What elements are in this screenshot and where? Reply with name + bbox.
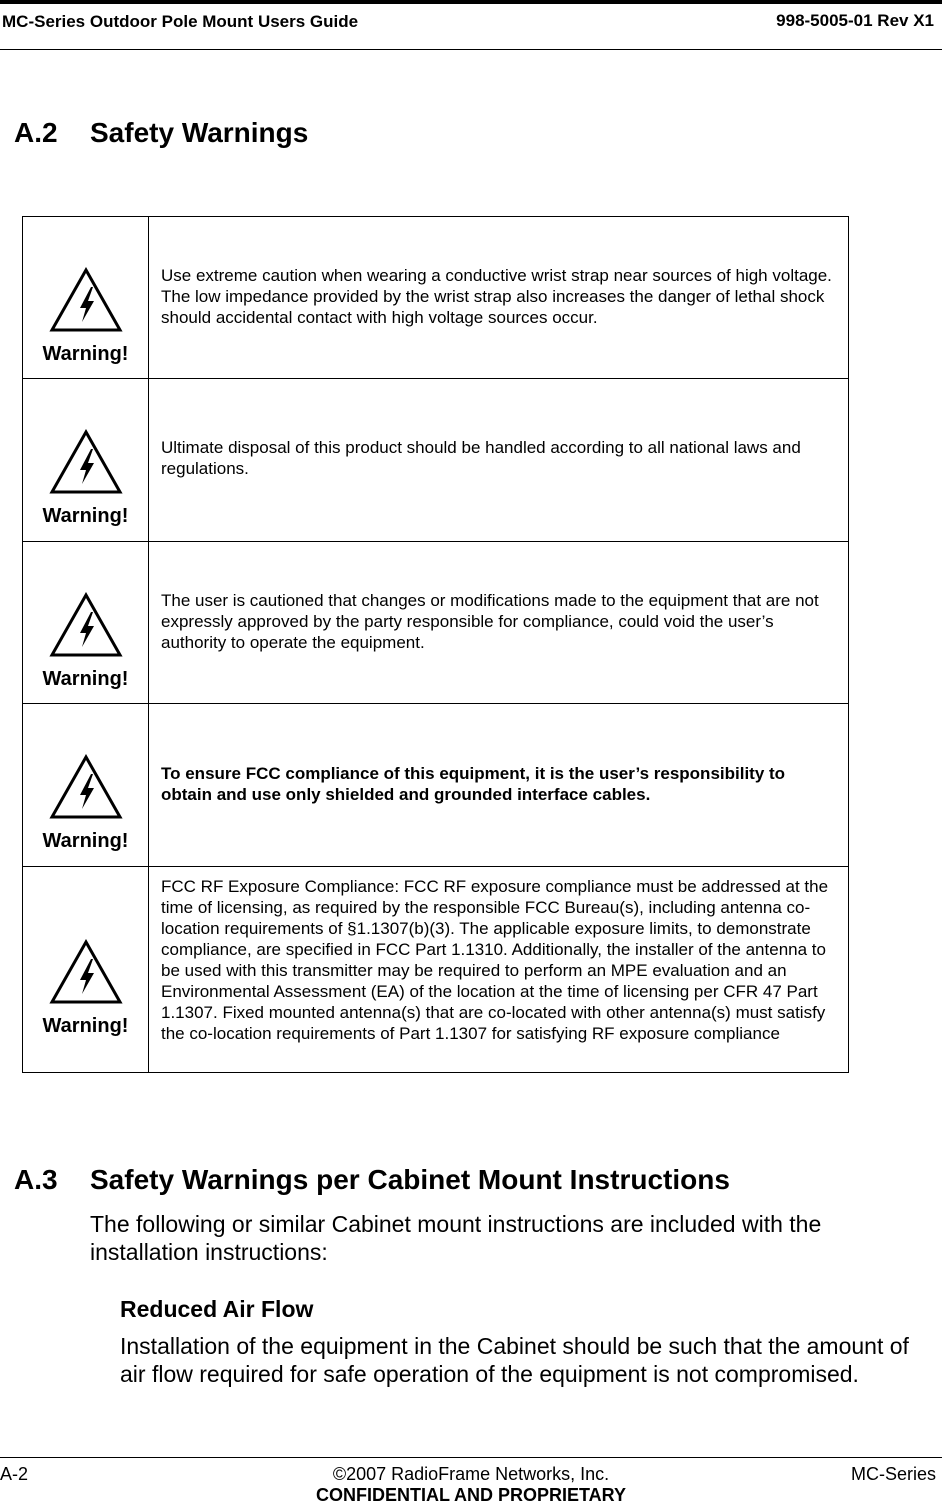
section-a3-number: A.3 [14, 1164, 58, 1195]
warning-icon-cell [23, 867, 149, 1073]
warning-message-cell [149, 542, 849, 704]
warning-row [23, 379, 849, 542]
warning-row [23, 704, 849, 867]
warning-icon-cell [23, 379, 149, 542]
warning-icon-cell [23, 217, 149, 379]
warning-message: FCC RF Exposure Compliance: FCC RF exposure compliance must be addressed at the time of licensing, as required by the responsible FCC Bureau(s), including antenna co-location requirements of §1.1307(b)(3). The applicable exposure limits, to demonstrate compliance, are specified in FCC Part 1.1310. Additionally, the installer of the antenna to be used with this transmitter may be required to perform an MPE evaluation and an Environmental Assessment (EA) of the location at the time of licensing per CFR 47 Part 1.1307. Fixed mounted antenna(s) that are co-located with other antenna(s) must satisfy the co-location requirements of Part 1.1307 for satisfying RF exposure compliance [161, 877, 829, 1043]
warning-icon-cell [23, 704, 149, 867]
section-a3-intro: The following or similar Cabinet mount instructions are included with the installation instructions: [90, 1211, 822, 1265]
high-voltage-warning-icon [49, 754, 123, 820]
header-document-title: MC-Series Outdoor Pole Mount Users Guide [2, 12, 359, 31]
warning-message-cell [149, 217, 849, 379]
warning-message: The user is cautioned that changes or modifications made to the equipment that are not expressly approved by the party responsible for compliance, could void the user’s authority to operate the equipment. [161, 591, 819, 652]
warning-message-cell [149, 379, 849, 542]
section-a2-title: Safety Warnings [90, 117, 309, 148]
warning-message: Ultimate disposal of this product should be handled according to all national laws and regulations. [161, 438, 801, 478]
warning-label: Warning! [42, 830, 129, 852]
footer-copyright: ©2007 RadioFrame Networks, Inc. [332, 1464, 610, 1484]
section-a3-title: Safety Warnings per Cabinet Mount Instructions [90, 1164, 730, 1195]
warning-row [23, 217, 849, 379]
warning-message: To ensure FCC compliance of this equipment, it is the user’s responsibility to obtain and use only shielded and grounded interface cables. [161, 764, 786, 804]
high-voltage-warning-icon [49, 429, 123, 495]
warning-message-cell [149, 867, 849, 1073]
warning-row [23, 867, 849, 1073]
warning-message-cell [149, 704, 849, 867]
subheading-reduced-air-flow: Reduced Air Flow [120, 1296, 314, 1322]
footer-page-number: A-2 [0, 1464, 29, 1484]
header-top-rule [0, 0, 942, 4]
high-voltage-warning-icon [49, 939, 123, 1005]
warning-row [23, 542, 849, 704]
header-rule [0, 49, 942, 50]
high-voltage-warning-icon [49, 592, 123, 658]
warning-label: Warning! [42, 343, 129, 365]
warning-icon-cell [23, 542, 149, 704]
footer-series: MC-Series [850, 1464, 936, 1484]
warning-message: Use extreme caution when wearing a conductive wrist strap near sources of high voltage. The low impedance provided by the wrist strap also increases the danger of lethal shock should accidental contact with high voltage sources occur. [161, 266, 832, 327]
warning-label: Warning! [42, 1015, 129, 1037]
footer-confidential: CONFIDENTIAL AND PROPRIETARY [315, 1485, 626, 1505]
warning-label: Warning! [42, 668, 129, 690]
footer-rule [0, 1457, 942, 1458]
section-a2-number: A.2 [14, 117, 58, 148]
warning-label: Warning! [42, 505, 129, 527]
high-voltage-warning-icon [49, 267, 123, 333]
header-document-number: 998-5005-01 Rev X1 [776, 11, 934, 30]
safety-warnings-table [22, 216, 849, 1073]
reduced-air-flow-body: Installation of the equipment in the Cabinet should be such that the amount of air flow required for safe operation of the equipment is not compromised. [120, 1333, 909, 1387]
